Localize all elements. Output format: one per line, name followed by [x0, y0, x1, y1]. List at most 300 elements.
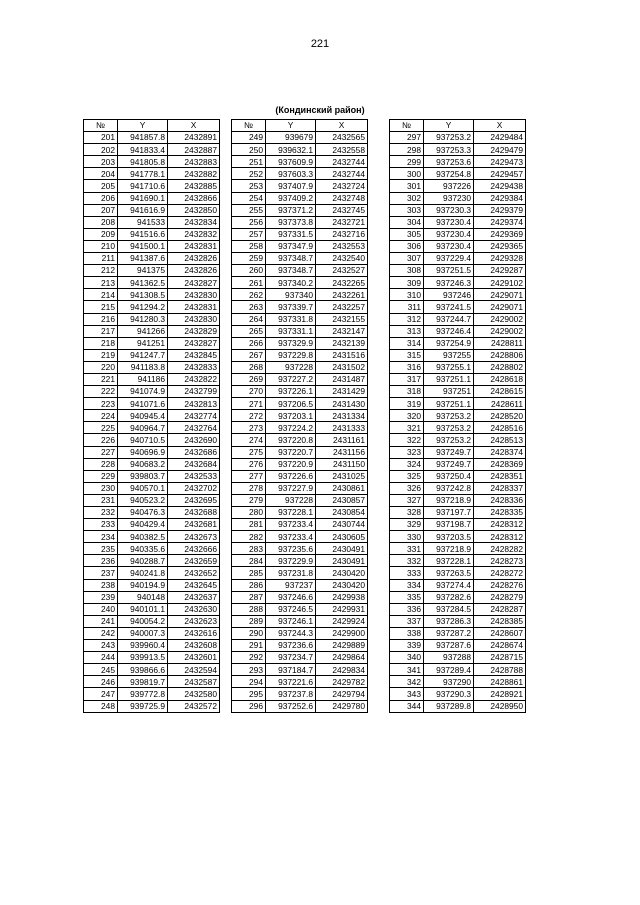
cell-number: 221	[84, 373, 118, 385]
cell-number: 319	[390, 398, 424, 410]
cell-x: 2432866	[168, 192, 220, 204]
cell-number: 291	[232, 640, 266, 652]
cell-number: 225	[84, 422, 118, 434]
cell-y: 941294.2	[118, 301, 168, 313]
cell-y: 940007.3	[118, 627, 168, 639]
cell-x: 2428385	[474, 615, 526, 627]
cell-x: 2429938	[316, 591, 368, 603]
table-header-row	[232, 120, 368, 132]
cell-x: 2432265	[316, 277, 368, 289]
cell-number: 342	[390, 676, 424, 688]
cell-y: 937246.3	[424, 277, 474, 289]
cell-y: 937229.9	[266, 555, 316, 567]
cell-y: 941362.5	[118, 277, 168, 289]
table-row	[232, 398, 368, 410]
cell-y: 939679	[266, 132, 316, 144]
cell-y: 940101.1	[118, 603, 168, 615]
cell-y: 937236.6	[266, 640, 316, 652]
table-header-row	[84, 120, 220, 132]
table-row	[390, 204, 526, 216]
cell-number: 240	[84, 603, 118, 615]
cell-number: 252	[232, 168, 266, 180]
cell-number: 281	[232, 519, 266, 531]
cell-number: 260	[232, 265, 266, 277]
table-row	[84, 349, 220, 361]
cell-y: 940288.7	[118, 555, 168, 567]
cell-y: 937286.3	[424, 615, 474, 627]
cell-number: 315	[390, 349, 424, 361]
cell-number: 268	[232, 361, 266, 373]
cell-x: 2432831	[168, 301, 220, 313]
cell-number: 267	[232, 349, 266, 361]
cell-number: 257	[232, 228, 266, 240]
cell-y: 937340	[266, 289, 316, 301]
cell-y: 937331.1	[266, 325, 316, 337]
cell-number: 308	[390, 265, 424, 277]
cell-x: 2428272	[474, 567, 526, 579]
cell-number: 274	[232, 434, 266, 446]
table-body	[232, 132, 368, 713]
table-row	[84, 204, 220, 216]
cell-y: 937289.8	[424, 700, 474, 712]
table-row	[84, 325, 220, 337]
cell-y: 939725.9	[118, 700, 168, 712]
cell-y: 937339.7	[266, 301, 316, 313]
table-row	[84, 373, 220, 385]
cell-y: 940054.2	[118, 615, 168, 627]
table-row	[232, 168, 368, 180]
table-row	[232, 265, 368, 277]
cell-x: 2429071	[474, 289, 526, 301]
cell-number: 218	[84, 337, 118, 349]
cell-y: 941183.8	[118, 361, 168, 373]
cell-number: 285	[232, 567, 266, 579]
cell-y: 937228.1	[266, 507, 316, 519]
table-body	[390, 132, 526, 713]
table-row	[84, 265, 220, 277]
cell-number: 239	[84, 591, 118, 603]
table-row	[84, 470, 220, 482]
cell-x: 2429864	[316, 652, 368, 664]
cell-number: 205	[84, 180, 118, 192]
cell-number: 340	[390, 652, 424, 664]
cell-x: 2429794	[316, 688, 368, 700]
table-row	[390, 361, 526, 373]
table-row	[232, 494, 368, 506]
cell-number: 244	[84, 652, 118, 664]
cell-y: 940382.5	[118, 531, 168, 543]
cell-y: 937227.2	[266, 373, 316, 385]
table-row	[390, 688, 526, 700]
table-row	[84, 216, 220, 228]
cell-x: 2430420	[316, 579, 368, 591]
cell-x: 2432829	[168, 325, 220, 337]
cell-x: 2429479	[474, 144, 526, 156]
cell-y: 937218.9	[424, 494, 474, 506]
cell-x: 2432845	[168, 349, 220, 361]
table-row	[84, 531, 220, 543]
cell-y: 937603.3	[266, 168, 316, 180]
cell-y: 941071.6	[118, 398, 168, 410]
cell-number: 271	[232, 398, 266, 410]
cell-y: 937246.4	[424, 325, 474, 337]
cell-number: 222	[84, 386, 118, 398]
cell-y: 937220.8	[266, 434, 316, 446]
cell-number: 273	[232, 422, 266, 434]
cell-number: 226	[84, 434, 118, 446]
cell-number: 258	[232, 240, 266, 252]
cell-x: 2430744	[316, 519, 368, 531]
cell-y: 937221.6	[266, 676, 316, 688]
cell-number: 238	[84, 579, 118, 591]
cell-x: 2432833	[168, 361, 220, 373]
cell-y: 940945.4	[118, 410, 168, 422]
cell-number: 327	[390, 494, 424, 506]
cell-x: 2432572	[168, 700, 220, 712]
column-header-x: X	[474, 120, 526, 132]
cell-x: 2432673	[168, 531, 220, 543]
cell-x: 2429484	[474, 132, 526, 144]
table-row	[390, 555, 526, 567]
cell-x: 2428611	[474, 398, 526, 410]
cell-x: 2428806	[474, 349, 526, 361]
cell-y: 939913.5	[118, 652, 168, 664]
cell-x: 2432681	[168, 519, 220, 531]
cell-x: 2432608	[168, 640, 220, 652]
cell-x: 2429374	[474, 216, 526, 228]
table-row	[232, 458, 368, 470]
column-header-number: №	[232, 120, 266, 132]
table-row	[232, 579, 368, 591]
cell-number: 280	[232, 507, 266, 519]
cell-y: 940570.1	[118, 482, 168, 494]
cell-y: 937249.7	[424, 458, 474, 470]
cell-number: 289	[232, 615, 266, 627]
cell-y: 937284.5	[424, 603, 474, 615]
cell-x: 2432690	[168, 434, 220, 446]
table-row	[84, 458, 220, 470]
cell-number: 277	[232, 470, 266, 482]
cell-x: 2432744	[316, 156, 368, 168]
table-row	[232, 240, 368, 252]
table-row	[84, 652, 220, 664]
table-row	[84, 301, 220, 313]
cell-number: 263	[232, 301, 266, 313]
cell-number: 313	[390, 325, 424, 337]
cell-x: 2428802	[474, 361, 526, 373]
cell-y: 937282.6	[424, 591, 474, 603]
cell-number: 322	[390, 434, 424, 446]
cell-y: 937227.9	[266, 482, 316, 494]
cell-x: 2431487	[316, 373, 368, 385]
cell-number: 333	[390, 567, 424, 579]
table-row	[232, 313, 368, 325]
cell-y: 937230.4	[424, 216, 474, 228]
table-row	[232, 301, 368, 313]
cell-x: 2428950	[474, 700, 526, 712]
cell-number: 206	[84, 192, 118, 204]
cell-y: 937244.3	[266, 627, 316, 639]
table-row	[390, 349, 526, 361]
table-row	[232, 627, 368, 639]
table-row	[390, 603, 526, 615]
cell-number: 231	[84, 494, 118, 506]
cell-y: 937254.8	[424, 168, 474, 180]
table-row	[232, 361, 368, 373]
cell-x: 2432630	[168, 603, 220, 615]
cell-number: 234	[84, 531, 118, 543]
table-row	[232, 652, 368, 664]
table-row	[84, 253, 220, 265]
cell-y: 941690.1	[118, 192, 168, 204]
cell-x: 2429889	[316, 640, 368, 652]
cell-y: 937251.1	[424, 398, 474, 410]
cell-y: 937263.5	[424, 567, 474, 579]
table-row	[232, 386, 368, 398]
cell-number: 311	[390, 301, 424, 313]
cell-y: 937251.5	[424, 265, 474, 277]
cell-x: 2432774	[168, 410, 220, 422]
cell-number: 300	[390, 168, 424, 180]
table-row	[232, 482, 368, 494]
cell-number: 276	[232, 458, 266, 470]
cell-y: 941251	[118, 337, 168, 349]
cell-y: 941533	[118, 216, 168, 228]
cell-number: 235	[84, 543, 118, 555]
cell-x: 2431429	[316, 386, 368, 398]
table-row	[390, 470, 526, 482]
table-row	[84, 168, 220, 180]
cell-x: 2432594	[168, 664, 220, 676]
table-row	[232, 688, 368, 700]
cell-x: 2428921	[474, 688, 526, 700]
table-row	[84, 507, 220, 519]
cell-x: 2430857	[316, 494, 368, 506]
cell-x: 2428335	[474, 507, 526, 519]
cell-number: 296	[232, 700, 266, 712]
table-row	[390, 615, 526, 627]
cell-x: 2429384	[474, 192, 526, 204]
cell-y: 937609.9	[266, 156, 316, 168]
table-row	[232, 216, 368, 228]
table-row	[390, 531, 526, 543]
cell-x: 2429102	[474, 277, 526, 289]
cell-number: 259	[232, 253, 266, 265]
cell-number: 324	[390, 458, 424, 470]
cell-number: 216	[84, 313, 118, 325]
table-row	[232, 615, 368, 627]
cell-x: 2432799	[168, 386, 220, 398]
cell-y: 937409.2	[266, 192, 316, 204]
cell-y: 937233.4	[266, 519, 316, 531]
table-row	[232, 228, 368, 240]
cell-number: 214	[84, 289, 118, 301]
cell-x: 2432580	[168, 688, 220, 700]
cell-x: 2431334	[316, 410, 368, 422]
cell-y: 940696.9	[118, 446, 168, 458]
table-row	[390, 132, 526, 144]
cell-x: 2431156	[316, 446, 368, 458]
cell-y: 937252.6	[266, 700, 316, 712]
cell-number: 295	[232, 688, 266, 700]
cell-number: 302	[390, 192, 424, 204]
table-row	[84, 277, 220, 289]
cell-number: 317	[390, 373, 424, 385]
cell-x: 2432686	[168, 446, 220, 458]
cell-x: 2431150	[316, 458, 368, 470]
cell-number: 232	[84, 507, 118, 519]
table-row	[390, 410, 526, 422]
cell-y: 941500.1	[118, 240, 168, 252]
cell-y: 937237.8	[266, 688, 316, 700]
table-row	[390, 386, 526, 398]
cell-number: 262	[232, 289, 266, 301]
table-row	[84, 567, 220, 579]
table-row	[390, 325, 526, 337]
cell-x: 2430605	[316, 531, 368, 543]
table-row	[84, 144, 220, 156]
cell-y: 941375	[118, 265, 168, 277]
cell-number: 207	[84, 204, 118, 216]
cell-x: 2432827	[168, 337, 220, 349]
cell-y: 937253.2	[424, 410, 474, 422]
column-header-number: №	[390, 120, 424, 132]
cell-x: 2432147	[316, 325, 368, 337]
cell-y: 937251	[424, 386, 474, 398]
table-row	[390, 676, 526, 688]
cell-x: 2430420	[316, 567, 368, 579]
cell-number: 316	[390, 361, 424, 373]
cell-y: 937228	[266, 361, 316, 373]
cell-y: 937331.8	[266, 313, 316, 325]
cell-x: 2430861	[316, 482, 368, 494]
cell-y: 937230.4	[424, 240, 474, 252]
cell-x: 2428369	[474, 458, 526, 470]
table-row	[390, 640, 526, 652]
cell-x: 2432830	[168, 289, 220, 301]
cell-y: 937274.4	[424, 579, 474, 591]
cell-x: 2429457	[474, 168, 526, 180]
cell-y: 937253.2	[424, 422, 474, 434]
cell-number: 332	[390, 555, 424, 567]
cell-x: 2432832	[168, 228, 220, 240]
cell-x: 2428513	[474, 434, 526, 446]
cell-x: 2431025	[316, 470, 368, 482]
cell-y: 940476.3	[118, 507, 168, 519]
table-row	[232, 591, 368, 603]
cell-x: 2429782	[316, 676, 368, 688]
table-row	[232, 192, 368, 204]
cell-number: 326	[390, 482, 424, 494]
cell-y: 941616.9	[118, 204, 168, 216]
cell-y: 937231.8	[266, 567, 316, 579]
cell-y: 941516.6	[118, 228, 168, 240]
cell-number: 243	[84, 640, 118, 652]
cell-number: 336	[390, 603, 424, 615]
cell-number: 201	[84, 132, 118, 144]
cell-y: 941280.3	[118, 313, 168, 325]
cell-y: 937347.9	[266, 240, 316, 252]
cell-x: 2432257	[316, 301, 368, 313]
cell-y: 937331.5	[266, 228, 316, 240]
cell-y: 937228.1	[424, 555, 474, 567]
cell-x: 2432891	[168, 132, 220, 144]
cell-y: 941074.9	[118, 386, 168, 398]
table-row	[232, 337, 368, 349]
cell-x: 2428282	[474, 543, 526, 555]
cell-x: 2430491	[316, 543, 368, 555]
cell-y: 937229.8	[266, 349, 316, 361]
cell-x: 2428336	[474, 494, 526, 506]
table-row	[390, 627, 526, 639]
cell-y: 937241.5	[424, 301, 474, 313]
cell-x: 2431333	[316, 422, 368, 434]
cell-x: 2428516	[474, 422, 526, 434]
cell-x: 2432826	[168, 265, 220, 277]
cell-number: 310	[390, 289, 424, 301]
cell-y: 937206.5	[266, 398, 316, 410]
cell-y: 941308.5	[118, 289, 168, 301]
cell-y: 941805.8	[118, 156, 168, 168]
table-row	[232, 253, 368, 265]
cell-number: 261	[232, 277, 266, 289]
cell-x: 2432601	[168, 652, 220, 664]
cell-number: 250	[232, 144, 266, 156]
cell-number: 290	[232, 627, 266, 639]
cell-number: 343	[390, 688, 424, 700]
cell-x: 2428273	[474, 555, 526, 567]
cell-y: 939772.8	[118, 688, 168, 700]
cell-number: 325	[390, 470, 424, 482]
table-row	[84, 519, 220, 531]
cell-y: 937289.4	[424, 664, 474, 676]
column-header-x: X	[316, 120, 368, 132]
cell-number: 283	[232, 543, 266, 555]
table-row	[84, 422, 220, 434]
cell-number: 330	[390, 531, 424, 543]
table-row	[84, 132, 220, 144]
cell-number: 219	[84, 349, 118, 361]
cell-number: 301	[390, 180, 424, 192]
cell-number: 328	[390, 507, 424, 519]
table-row	[232, 434, 368, 446]
cell-x: 2428276	[474, 579, 526, 591]
cell-y: 937348.7	[266, 253, 316, 265]
table-row	[232, 531, 368, 543]
cell-x: 2432688	[168, 507, 220, 519]
column-header-y: Y	[118, 120, 168, 132]
cell-x: 2429002	[474, 313, 526, 325]
cell-y: 940523.2	[118, 494, 168, 506]
cell-number: 294	[232, 676, 266, 688]
cell-x: 2428715	[474, 652, 526, 664]
cell-number: 241	[84, 615, 118, 627]
cell-y: 940429.4	[118, 519, 168, 531]
table-row	[84, 640, 220, 652]
cell-x: 2429834	[316, 664, 368, 676]
cell-x: 2432830	[168, 313, 220, 325]
cell-number: 298	[390, 144, 424, 156]
cell-x: 2432261	[316, 289, 368, 301]
cell-number: 338	[390, 627, 424, 639]
cell-y: 941857.8	[118, 132, 168, 144]
cell-number: 344	[390, 700, 424, 712]
table-row	[232, 373, 368, 385]
table-row	[390, 591, 526, 603]
cell-y: 939803.7	[118, 470, 168, 482]
cell-number: 305	[390, 228, 424, 240]
cell-x: 2429287	[474, 265, 526, 277]
